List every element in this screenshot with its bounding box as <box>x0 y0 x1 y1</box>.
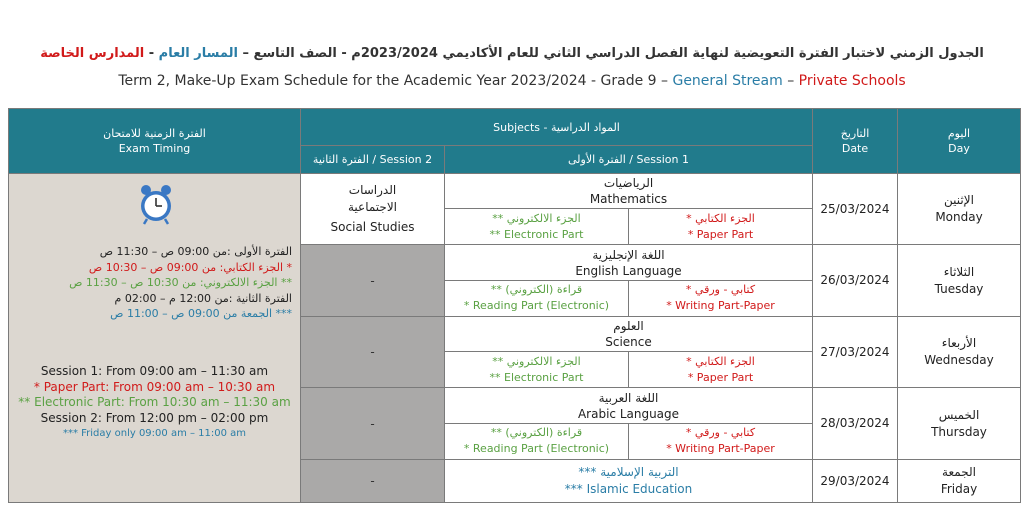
title-en-sep: – <box>782 73 799 89</box>
electronic-part <box>445 209 629 244</box>
reading-part <box>445 424 629 459</box>
date-cell: 29/03/2024 <box>813 460 898 503</box>
timing-ar-paper: * الجزء الكتابي: من 09:00 ص – 10:30 ص <box>88 260 292 274</box>
header-subjects: Subjects - المواد الدراسية <box>301 109 813 146</box>
date-cell: 28/03/2024 <box>813 388 898 460</box>
session2-subject-ar-line2: الاجتماعية <box>347 200 398 214</box>
exam-timing-panel <box>9 174 301 503</box>
session2-subject-ar-line1: الدراسات <box>348 183 397 197</box>
reading-part-en: * Reading Part (Electronic) <box>463 299 610 312</box>
session2-cell <box>301 174 445 245</box>
header-timing-ar: الفترة الزمنية للامتحان <box>103 127 206 140</box>
title-en-main: Term 2, Make-Up Exam Schedule for the Academic Year 2023/2024 - Grade 9 – <box>118 73 673 89</box>
electronic-part-ar: ** الجزء الالكتروني <box>492 211 581 225</box>
day-en: Friday <box>940 482 978 496</box>
subject-ar: اللغة الإنجليزية <box>592 247 665 262</box>
writing-part-ar: * كتابي - ورقي <box>685 426 756 439</box>
day-en: Tuesday <box>934 281 984 296</box>
writing-part-en: * Writing Part-Paper <box>666 299 775 312</box>
subject-en: Arabic Language <box>577 406 680 421</box>
session2-cell: - <box>301 388 445 460</box>
paper-part <box>629 352 812 387</box>
paper-part <box>629 209 812 244</box>
header-day <box>898 109 1021 174</box>
paper-part-ar: * الجزء الكتابي <box>686 354 755 368</box>
subject-en: Science <box>605 335 652 349</box>
session2-cell: - <box>301 460 445 503</box>
paper-part-ar: * الجزء الكتابي <box>686 211 755 225</box>
timing-en-session1: Session 1: From 09:00 am – 11:30 am <box>40 364 269 378</box>
header-day-ar: اليوم <box>947 127 971 140</box>
electronic-part-ar: ** الجزء الالكتروني <box>492 354 581 368</box>
subject-en: English Language <box>575 263 682 278</box>
subject-ar: العلوم <box>613 319 644 333</box>
title-en-school: Private Schools <box>798 73 906 89</box>
title-english <box>0 73 1024 89</box>
day-cell <box>898 245 1021 317</box>
day-en: Monday <box>935 210 983 224</box>
timing-en-session2: Session 2: From 12:00 pm – 02:00 pm <box>40 410 269 425</box>
electronic-part <box>445 352 629 387</box>
writing-part <box>629 424 812 459</box>
timing-ar-electronic: ** الجزء الالكتروني: من 10:30 ص – 11:30 ص <box>69 276 292 289</box>
timing-arabic <box>17 244 292 322</box>
header-date-ar: التاريخ <box>840 127 870 140</box>
date-cell: 26/03/2024 <box>813 245 898 317</box>
day-en: Thursday <box>931 424 987 439</box>
subject-ar: *** التربية الإسلامية <box>578 465 679 479</box>
session1-cell <box>445 388 813 460</box>
day-ar: الخميس <box>938 407 980 422</box>
timing-ar-session1: الفترة الأولى :من 09:00 ص – 11:30 ص <box>99 245 292 258</box>
session2-cell: - <box>301 245 445 317</box>
subject-ar: اللغة العربية <box>598 390 659 405</box>
reading-part-en: * Reading Part (Electronic) <box>463 442 610 455</box>
day-cell <box>898 460 1021 503</box>
header-exam-timing <box>9 109 301 174</box>
header-day-en: Day <box>948 142 970 155</box>
exam-schedule-table <box>8 108 1021 503</box>
paper-part-en: * Paper Part <box>687 370 754 384</box>
header-timing-en: Exam Timing <box>118 142 191 155</box>
title-en-stream: General Stream <box>672 73 783 89</box>
date-cell: 27/03/2024 <box>813 317 898 388</box>
reading-part-ar: ** قراءة (الكتروني) <box>490 426 583 439</box>
header-date-en: Date <box>841 142 869 155</box>
day-ar: الأربعاء <box>941 336 977 350</box>
day-en: Wednesday <box>924 353 994 367</box>
session2-cell: - <box>301 317 445 388</box>
timing-en-friday: *** Friday only 09:00 am – 11:00 am <box>62 428 247 439</box>
session1-cell <box>445 460 813 503</box>
timing-en-electronic: ** Electronic Part: From 10:30 am – 11:30 am <box>18 395 291 409</box>
session1-cell <box>445 245 813 317</box>
day-ar: الإثنين <box>944 193 974 207</box>
day-cell <box>898 388 1021 460</box>
date-cell: 25/03/2024 <box>813 174 898 245</box>
header-date <box>813 109 898 174</box>
session2-subject-en: Social Studies <box>330 220 415 234</box>
electronic-part-en: ** Electronic Part <box>489 227 584 241</box>
day-ar: الجمعة <box>942 465 976 479</box>
writing-part <box>629 281 812 316</box>
timing-english <box>17 364 292 442</box>
subject-en: Mathematics <box>589 192 668 206</box>
header-session-1: الفترة الأولى / Session 1 <box>445 146 813 174</box>
day-cell <box>898 174 1021 245</box>
day-cell <box>898 317 1021 388</box>
session1-cell <box>445 317 813 388</box>
timing-en-paper: * Paper Part: From 09:00 am – 10:30 am <box>33 379 276 394</box>
alarm-clock-icon <box>139 182 173 226</box>
title-arabic <box>0 46 1024 61</box>
subject-ar: الرياضيات <box>603 176 654 190</box>
title-ar-school: المدارس الخاصة <box>40 46 145 61</box>
timing-ar-friday: *** الجمعة من 09:00 ص – 11:00 ص <box>110 307 292 320</box>
title-ar-main: الجدول الزمني لاختبار الفترة التعويضية لنهاية الفصل الدراسي الثاني للعام الأكاديمي 2023/2024م - الصف التاسع – <box>237 46 984 61</box>
paper-part-en: * Paper Part <box>687 227 754 241</box>
writing-part-en: * Writing Part-Paper <box>666 442 775 455</box>
reading-part-ar: ** قراءة (الكتروني) <box>490 283 583 296</box>
electronic-part-en: ** Electronic Part <box>489 370 584 384</box>
subject-en: *** Islamic Education <box>564 482 693 496</box>
timing-ar-session2: الفترة الثانية :من 12:00 م – 02:00 م <box>114 291 292 305</box>
title-ar-stream: المسار العام <box>158 46 238 61</box>
header-session-2: الفترة الثانية / Session 2 <box>301 146 445 174</box>
reading-part <box>445 281 629 316</box>
writing-part-ar: * كتابي - ورقي <box>685 283 756 296</box>
title-ar-sep: - <box>144 46 159 61</box>
day-ar: الثلاثاء <box>943 264 975 279</box>
session1-cell <box>445 174 813 245</box>
